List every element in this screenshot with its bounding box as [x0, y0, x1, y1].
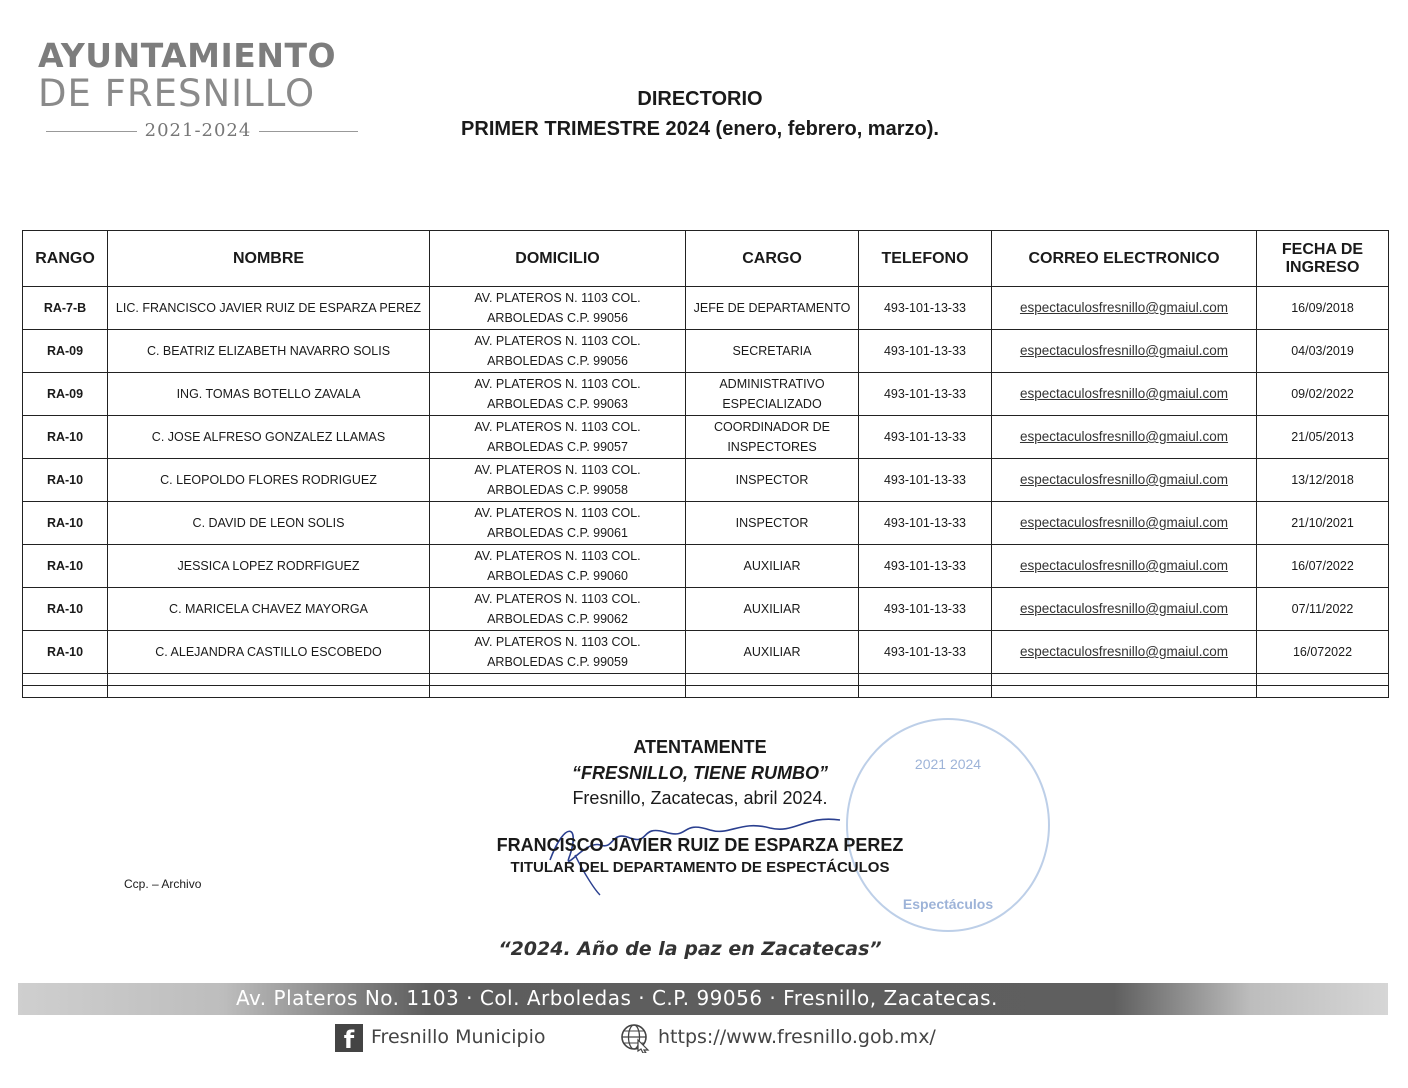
- empty-cell: [23, 686, 108, 698]
- domicilio-line-1: AV. PLATEROS N. 1103 COL.: [474, 334, 641, 348]
- logo-line-1: AYUNTAMIENTO: [38, 36, 337, 75]
- cell-fecha: 16/09/2018: [1257, 287, 1389, 330]
- domicilio-line-1: AV. PLATEROS N. 1103 COL.: [474, 291, 641, 305]
- cell-domicilio: [430, 502, 686, 545]
- empty-cell: [108, 686, 430, 698]
- facebook-label: Fresnillo Municipio: [371, 1026, 546, 1048]
- table-row: [23, 459, 1389, 502]
- domicilio-line-2: ARBOLEDAS C.P. 99059: [487, 655, 628, 669]
- domicilio-line-1: AV. PLATEROS N. 1103 COL.: [474, 549, 641, 563]
- title-line-1: DIRECTORIO: [637, 88, 763, 110]
- closing-atentamente: ATENTAMENTE: [633, 737, 767, 757]
- cell-domicilio: [430, 631, 686, 674]
- website-link[interactable]: [620, 1022, 936, 1052]
- header-nombre: NOMBRE: [108, 231, 430, 287]
- cell-domicilio: [430, 287, 686, 330]
- cell-correo[interactable]: [992, 416, 1257, 459]
- cell-rango: RA-09: [23, 330, 108, 373]
- cargo-line-2: ESPECIALIZADO: [722, 397, 822, 411]
- email-link[interactable]: espectaculosfresnillo@gmaiul.com: [1019, 386, 1229, 401]
- table-row: [23, 373, 1389, 416]
- empty-cell: [1257, 674, 1389, 686]
- cargo-line-1: AUXILIAR: [743, 559, 801, 573]
- cargo-line-1: COORDINADOR DE: [714, 420, 830, 434]
- cell-fecha: 04/03/2019: [1257, 330, 1389, 373]
- cell-rango: RA-10: [23, 416, 108, 459]
- domicilio-line-2: ARBOLEDAS C.P. 99061: [487, 526, 628, 540]
- domicilio-line-2: ARBOLEDAS C.P. 99060: [487, 569, 628, 583]
- cell-domicilio: [430, 588, 686, 631]
- cell-rango: RA-09: [23, 373, 108, 416]
- empty-cell: [1257, 686, 1389, 698]
- cargo-line-1: SECRETARIA: [732, 344, 812, 358]
- domicilio-line-2: ARBOLEDAS C.P. 99063: [487, 397, 628, 411]
- cell-telefono: 493-101-13-33: [859, 459, 992, 502]
- cell-telefono: 493-101-13-33: [859, 416, 992, 459]
- copy-note: Ccp. – Archivo: [124, 877, 202, 891]
- cell-correo[interactable]: [992, 631, 1257, 674]
- table-row: [23, 502, 1389, 545]
- domicilio-line-1: AV. PLATEROS N. 1103 COL.: [474, 463, 641, 477]
- email-link[interactable]: espectaculosfresnillo@gmaiul.com: [1019, 558, 1229, 573]
- cell-fecha: 07/11/2022: [1257, 588, 1389, 631]
- cell-nombre: C. JOSE ALFRESO GONZALEZ LLAMAS: [108, 416, 430, 459]
- domicilio-line-1: AV. PLATEROS N. 1103 COL.: [474, 377, 641, 391]
- cell-cargo: [686, 373, 859, 416]
- cell-telefono: 493-101-13-33: [859, 631, 992, 674]
- cell-nombre: C. LEOPOLDO FLORES RODRIGUEZ: [108, 459, 430, 502]
- directory-table: [22, 230, 1389, 698]
- domicilio-line-2: ARBOLEDAS C.P. 99062: [487, 612, 628, 626]
- cell-cargo: [686, 416, 859, 459]
- footer-address: Av. Plateros No. 1103 · Col. Arboledas · C.P. 99056 · Fresnillo, Zacatecas.: [236, 986, 998, 1010]
- cell-domicilio: [430, 459, 686, 502]
- cell-fecha: 16/072022: [1257, 631, 1389, 674]
- cell-correo[interactable]: [992, 330, 1257, 373]
- empty-cell: [992, 674, 1257, 686]
- year-motto: “2024. Año de la paz en Zacatecas”: [498, 938, 882, 960]
- cell-domicilio: [430, 373, 686, 416]
- header-fecha: FECHA DE INGRESO: [1257, 231, 1389, 287]
- cell-cargo: [686, 545, 859, 588]
- cell-domicilio: [430, 416, 686, 459]
- cell-rango: RA-7-B: [23, 287, 108, 330]
- email-link[interactable]: espectaculosfresnillo@gmaiul.com: [1019, 343, 1229, 358]
- seal-years: 2021 2024: [914, 756, 982, 772]
- empty-cell: [859, 686, 992, 698]
- cell-rango: RA-10: [23, 502, 108, 545]
- domicilio-line-2: ARBOLEDAS C.P. 99058: [487, 483, 628, 497]
- domicilio-line-1: AV. PLATEROS N. 1103 COL.: [474, 420, 641, 434]
- email-link[interactable]: espectaculosfresnillo@gmaiul.com: [1019, 515, 1229, 530]
- cell-cargo: [686, 330, 859, 373]
- empty-cell: [859, 674, 992, 686]
- cell-nombre: C. ALEJANDRA CASTILLO ESCOBEDO: [108, 631, 430, 674]
- cargo-line-1: INSPECTOR: [735, 516, 809, 530]
- cell-cargo: [686, 502, 859, 545]
- closing-slogan: “FRESNILLO, TIENE RUMBO”: [572, 763, 828, 783]
- cell-correo[interactable]: [992, 287, 1257, 330]
- cell-fecha: 21/10/2021: [1257, 502, 1389, 545]
- cell-nombre: C. MARICELA CHAVEZ MAYORGA: [108, 588, 430, 631]
- header-rango: RANGO: [23, 231, 108, 287]
- cell-correo[interactable]: [992, 588, 1257, 631]
- cell-cargo: [686, 459, 859, 502]
- cargo-line-1: JEFE DE DEPARTAMENTO: [693, 301, 851, 315]
- closing-place-date: Fresnillo, Zacatecas, abril 2024.: [572, 788, 828, 808]
- cargo-line-1: INSPECTOR: [735, 473, 809, 487]
- cargo-line-1: AUXILIAR: [743, 645, 801, 659]
- cell-nombre: LIC. FRANCISCO JAVIER RUIZ DE ESPARZA PEREZ: [108, 287, 430, 330]
- empty-cell: [430, 674, 686, 686]
- document-title: [380, 84, 1020, 144]
- table-row: [23, 588, 1389, 631]
- empty-cell: [686, 686, 859, 698]
- website-label: https://www.fresnillo.gob.mx/: [658, 1026, 936, 1048]
- cell-cargo: [686, 588, 859, 631]
- facebook-link[interactable]: [335, 1022, 546, 1052]
- email-link[interactable]: espectaculosfresnillo@gmaiul.com: [1019, 644, 1229, 659]
- empty-cell: [992, 686, 1257, 698]
- header-domicilio: DOMICILIO: [430, 231, 686, 287]
- seal-label: Espectáculos: [902, 896, 994, 912]
- signer-name: FRANCISCO JAVIER RUIZ DE ESPARZA PEREZ: [496, 835, 904, 855]
- table-row: [23, 330, 1389, 373]
- cell-correo[interactable]: [992, 545, 1257, 588]
- cell-telefono: 493-101-13-33: [859, 287, 992, 330]
- cell-fecha: 09/02/2022: [1257, 373, 1389, 416]
- email-link[interactable]: espectaculosfresnillo@gmaiul.com: [1019, 429, 1229, 444]
- domicilio-line-1: AV. PLATEROS N. 1103 COL.: [474, 592, 641, 606]
- empty-table-row: [23, 686, 1389, 698]
- cell-cargo: [686, 631, 859, 674]
- empty-table-row: [23, 674, 1389, 686]
- cell-telefono: 493-101-13-33: [859, 373, 992, 416]
- table-row: [23, 416, 1389, 459]
- table-row: [23, 631, 1389, 674]
- domicilio-line-1: AV. PLATEROS N. 1103 COL.: [474, 506, 641, 520]
- title-line-2: PRIMER TRIMESTRE 2024 (enero, febrero, marzo).: [461, 118, 939, 140]
- cell-nombre: C. DAVID DE LEON SOLIS: [108, 502, 430, 545]
- empty-cell: [430, 686, 686, 698]
- cell-rango: RA-10: [23, 545, 108, 588]
- empty-cell: [23, 674, 108, 686]
- cell-fecha: 13/12/2018: [1257, 459, 1389, 502]
- cell-correo[interactable]: [992, 502, 1257, 545]
- cell-nombre: C. BEATRIZ ELIZABETH NAVARRO SOLIS: [108, 330, 430, 373]
- cell-correo[interactable]: [992, 459, 1257, 502]
- email-link[interactable]: espectaculosfresnillo@gmaiul.com: [1019, 472, 1229, 487]
- domicilio-line-2: ARBOLEDAS C.P. 99057: [487, 440, 628, 454]
- domicilio-line-2: ARBOLEDAS C.P. 99056: [487, 354, 628, 368]
- cell-domicilio: [430, 545, 686, 588]
- cell-nombre: JESSICA LOPEZ RODRFIGUEZ: [108, 545, 430, 588]
- cell-telefono: 493-101-13-33: [859, 502, 992, 545]
- cell-rango: RA-10: [23, 588, 108, 631]
- globe-icon: [620, 1023, 650, 1053]
- cell-nombre: ING. TOMAS BOTELLO ZAVALA: [108, 373, 430, 416]
- cell-telefono: 493-101-13-33: [859, 330, 992, 373]
- empty-cell: [686, 674, 859, 686]
- cell-fecha: 21/05/2013: [1257, 416, 1389, 459]
- table-row: [23, 287, 1389, 330]
- cell-rango: RA-10: [23, 459, 108, 502]
- official-seal: [846, 718, 1050, 932]
- empty-cell: [108, 674, 430, 686]
- header-telefono: TELEFONO: [859, 231, 992, 287]
- signer-title: TITULAR DEL DEPARTAMENTO DE ESPECTÁCULOS: [510, 859, 890, 876]
- header-cargo: CARGO: [686, 231, 859, 287]
- domicilio-line-2: ARBOLEDAS C.P. 99056: [487, 311, 628, 325]
- table-row: [23, 545, 1389, 588]
- logo-line-2: DE FRESNILLO: [38, 72, 316, 115]
- table-body: [23, 287, 1389, 698]
- email-link[interactable]: espectaculosfresnillo@gmaiul.com: [1019, 601, 1229, 616]
- cargo-line-2: INSPECTORES: [727, 440, 817, 454]
- logo-years: 2021-2024: [38, 120, 358, 141]
- header-correo: CORREO ELECTRONICO: [992, 231, 1257, 287]
- cell-telefono: 493-101-13-33: [859, 588, 992, 631]
- facebook-icon: f: [335, 1024, 363, 1052]
- cell-rango: RA-10: [23, 631, 108, 674]
- cell-cargo: [686, 287, 859, 330]
- cell-fecha: 16/07/2022: [1257, 545, 1389, 588]
- cargo-line-1: ADMINISTRATIVO: [719, 377, 825, 391]
- cell-domicilio: [430, 330, 686, 373]
- email-link[interactable]: espectaculosfresnillo@gmaiul.com: [1019, 300, 1229, 315]
- cell-correo[interactable]: [992, 373, 1257, 416]
- domicilio-line-1: AV. PLATEROS N. 1103 COL.: [474, 635, 641, 649]
- cell-telefono: 493-101-13-33: [859, 545, 992, 588]
- cargo-line-1: AUXILIAR: [743, 602, 801, 616]
- municipality-logo: [38, 38, 358, 141]
- table-header-row: [23, 231, 1389, 287]
